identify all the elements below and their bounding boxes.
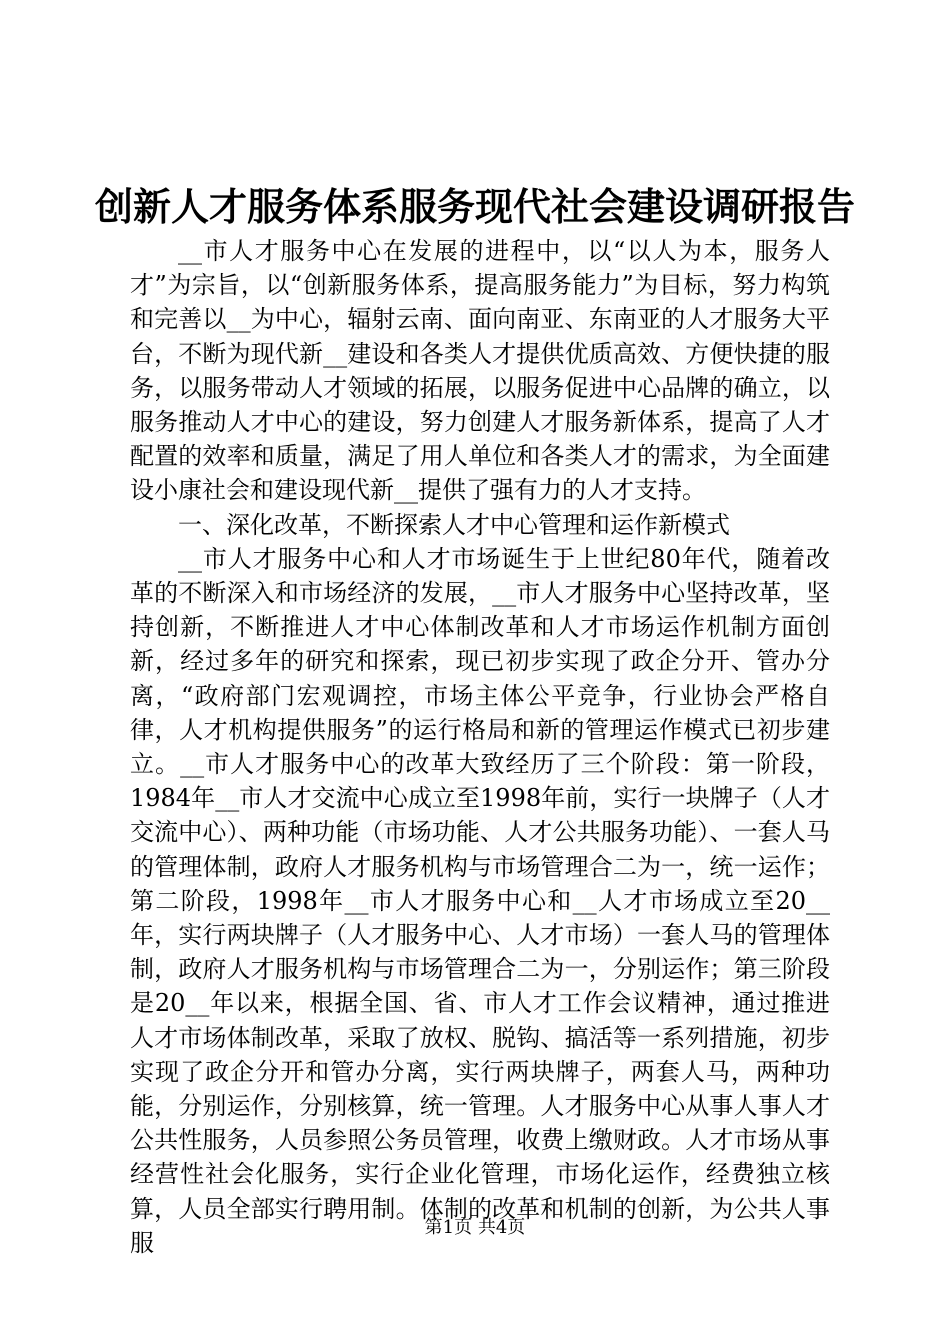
document-body <box>130 234 830 1260</box>
section-heading-1: 一、深化改革，不断探索人才中心管理和运作新模式 <box>178 510 730 539</box>
paragraph-reform: __市人才服务中心和人才市场诞生于上世纪80年代，随着改革的不断深入和市场经济的发展，__市人才服务中心坚持改革，坚持创新，不断推进人才中心体制改革和人才市场运作机制方面创新，经过多年的研究和探索，现已初步实现了政企分开、管办分离，“政府部门宏观调控，市场主体公平竞争，行业协会严格自律，人才机构提供服务”的运行格局和新的管理运作模式已初步建立。__市人才服务中心的改革大致经历了三个阶段：第一阶段，1984年__市人才交流中心成立至1998年前，实行一块牌子（人才交流中心）、两种功能（市场功能、人才公共服务功能）、一套人马的管理体制，政府人才服务机构与市场管理合二为一，统一运作；第二阶段，1998年__市人才服务中心和__人才市场成立至20__年，实行两块牌子（人才服务中心、人才市场）一套人马的管理体制，政府人才服务机构与市场管理合二为一，分别运作；第三阶段是20__年以来，根据全国、省、市人才工作会议精神，通过推进人才市场体制改革，采取了放权、脱钩、搞活等一系列措施，初步实现了政企分开和管办分离，实行两块牌子，两套人马，两种功能，分别运作，分别核算，统一管理。人才服务中心从事人事人才公共性服务，人员参照公务员管理，收费上缴财政。人才市场从事经营性社会化服务，实行企业化管理，市场化运作，经费独立核算，人员全部实行聘用制。体制的改革和机制的创新，为公共人事服 <box>130 544 830 1257</box>
paragraph-intro: __市人才服务中心在发展的进程中，以“以人为本，服务人才”为宗旨，以“创新服务体系，提高服务能力”为目标，努力构筑和完善以__为中心，辐射云南、面向南亚、东南亚的人才服务大平台，不断为现代新__建设和各类人才提供优质高效、方便快捷的服务，以服务带动人才领域的拓展，以服务促进中心品牌的确立，以服务推动人才中心的建设，努力创建人才服务新体系，提高了人才配置的效率和质量，满足了用人单位和各类人才的需求，为全面建设小康社会和建设现代新__提供了强有力的人才支持。 <box>130 237 830 505</box>
document-title: 创新人才服务体系服务现代社会建设调研报告 <box>94 184 855 229</box>
page-footer: 第1页 共4页 <box>424 1217 526 1238</box>
